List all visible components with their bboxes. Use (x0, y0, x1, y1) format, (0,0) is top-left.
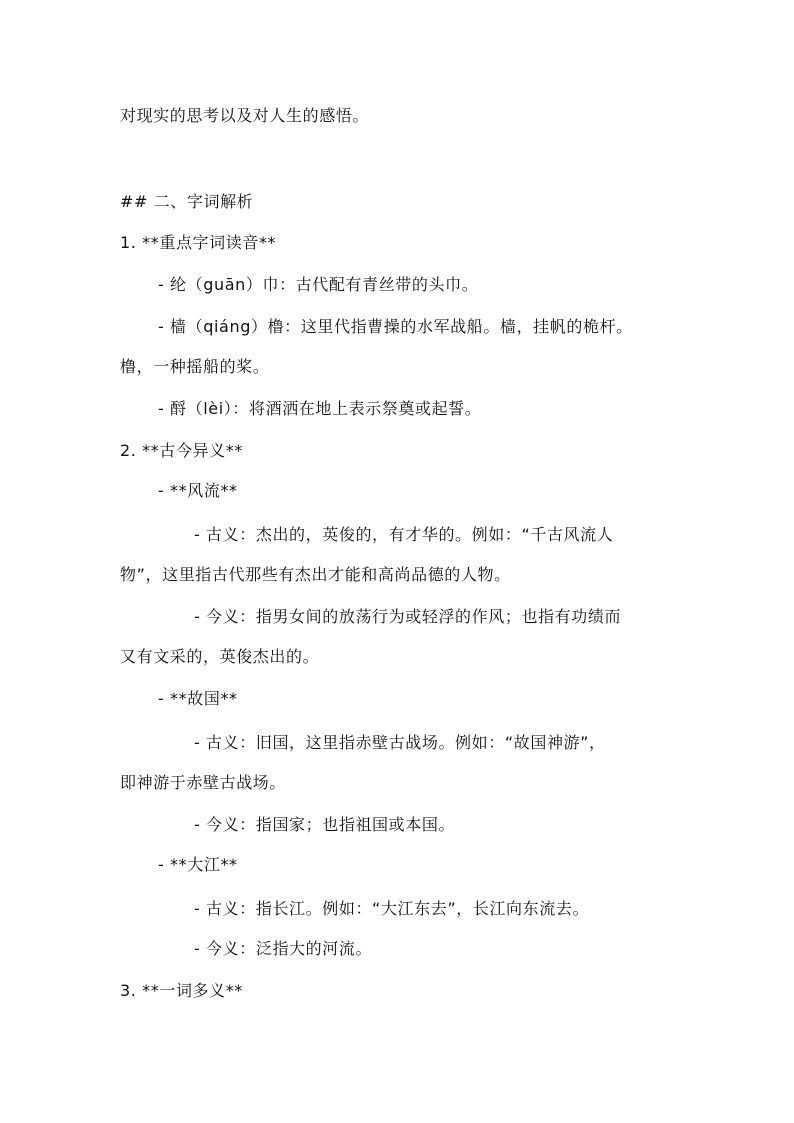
list-heading-pronunciation: 1. **重点字词读音** (120, 233, 277, 252)
list-heading-ancient-modern: 2. **古今异义** (120, 441, 243, 460)
text-line-continuation: 对现实的思考以及对人生的感悟。 (120, 106, 370, 125)
fengliu-modern-meaning-continued: 又有文采的，英俊杰出的。 (120, 647, 320, 666)
list-item-guanjin: - 纶（guān）巾：古代配有青丝带的头巾。 (158, 275, 479, 294)
fengliu-ancient-meaning-continued: 物”，这里指古代那些有杰出才能和高尚品德的人物。 (120, 565, 511, 584)
dajiang-ancient-meaning: - 古义：指长江。例如：“大江东去”，长江向东流去。 (194, 899, 590, 918)
fengliu-modern-meaning: - 今义：指男女间的放荡行为或轻浮的作风；也指有功绩而 (194, 607, 622, 626)
section-heading: ## 二、字词解析 (120, 192, 254, 211)
list-heading-polysemy: 3. **一词多义** (120, 981, 243, 1000)
dajiang-modern-meaning: - 今义：泛指大的河流。 (194, 939, 373, 958)
guguo-ancient-meaning-continued: 即神游于赤壁古战场。 (120, 773, 287, 792)
term-fengliu: - **风流** (158, 481, 238, 500)
guguo-modern-meaning: - 今义：指国家；也指祖国或本国。 (194, 815, 456, 834)
term-guguo: - **故国** (158, 689, 238, 708)
fengliu-ancient-meaning: - 古义：杰出的，英俊的，有才华的。例如：“千古风流人 (194, 525, 614, 544)
guguo-ancient-meaning: - 古义：旧国，这里指赤壁古战场。例如：“故国神游”， (194, 733, 606, 752)
list-item-qianglu: - 樯（qiáng）橹：这里代指曹操的水军战船。樯，挂帆的桅杆。 (158, 317, 633, 336)
list-item-qianglu-continued: 橹，一种摇船的桨。 (120, 357, 270, 376)
list-item-lei: - 酹（lèi）：将酒洒在地上表示祭奠或起誓。 (158, 399, 482, 418)
term-dajiang: - **大江** (158, 855, 238, 874)
